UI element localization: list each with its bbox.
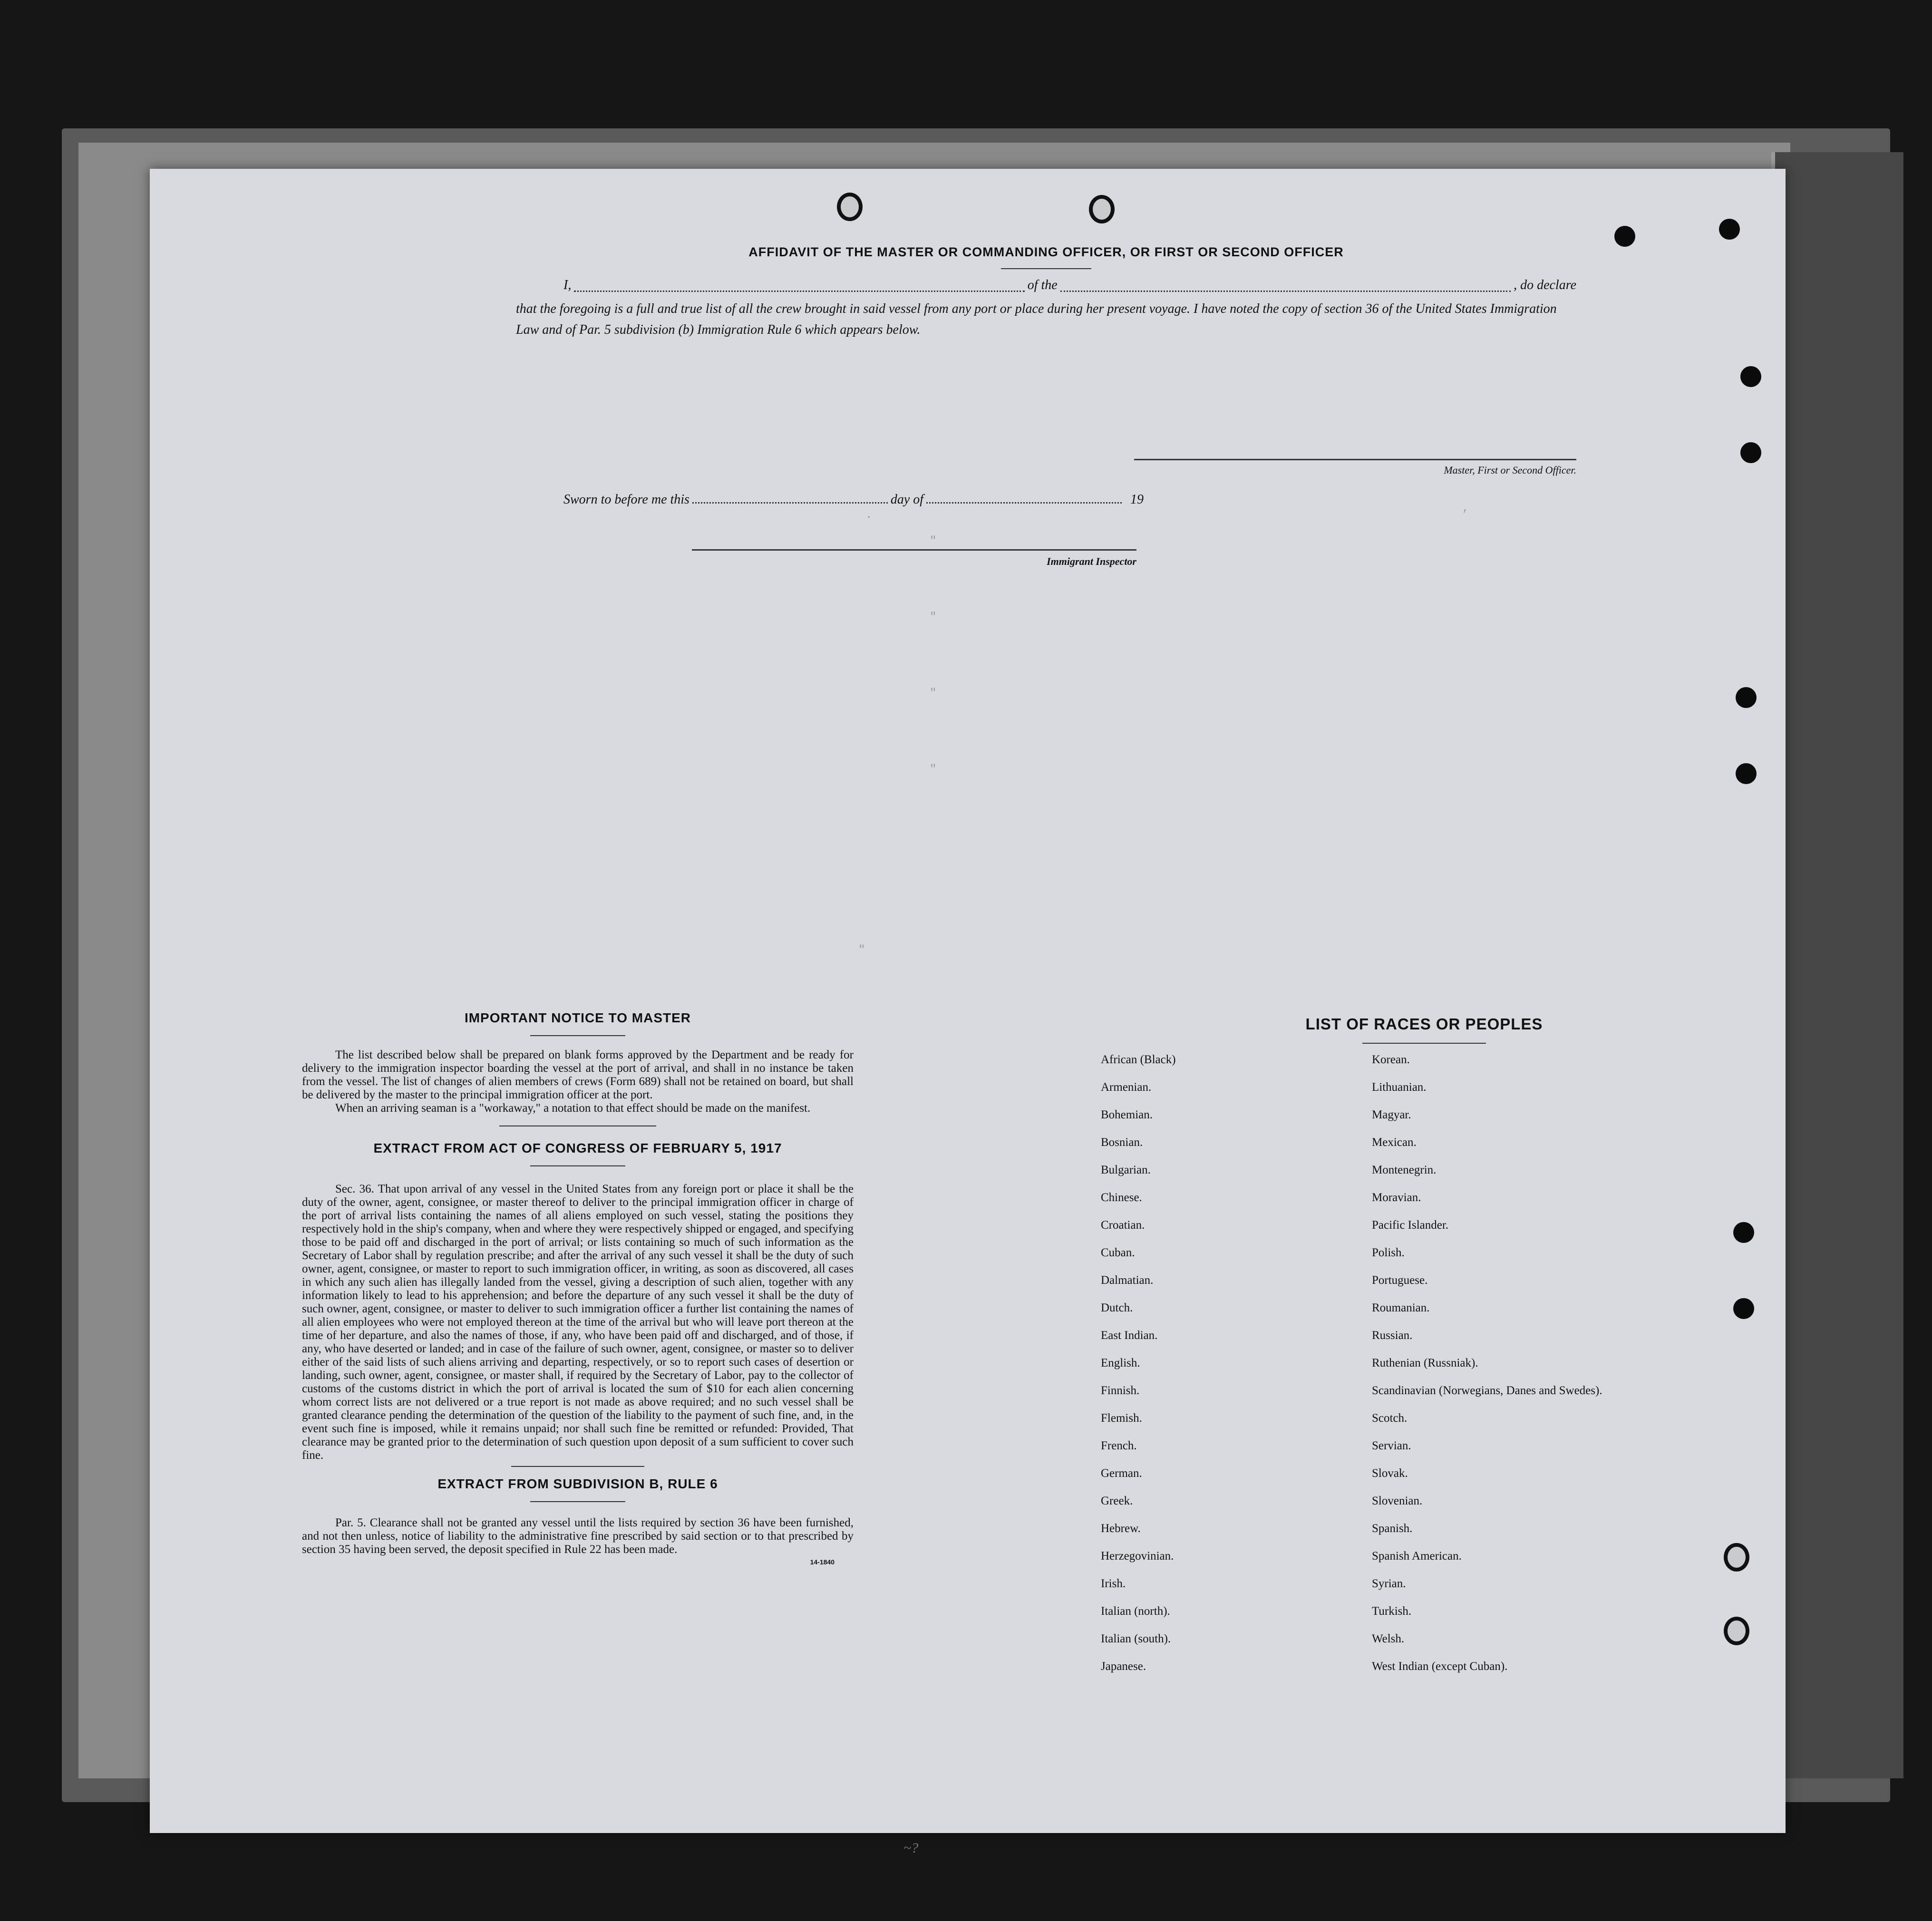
- race-item: Turkish.: [1372, 1605, 1412, 1618]
- punch-hole-icon: [1736, 687, 1757, 708]
- race-item: Bosnian.: [1101, 1136, 1143, 1149]
- race-item: Greek.: [1101, 1494, 1133, 1507]
- sworn-line: [563, 492, 1144, 507]
- race-item: Welsh.: [1372, 1632, 1405, 1645]
- race-item: French.: [1101, 1439, 1137, 1452]
- divider: [1001, 268, 1091, 269]
- race-item: Syrian.: [1372, 1577, 1406, 1590]
- race-item: Montenegrin.: [1372, 1164, 1437, 1176]
- race-item: Chinese.: [1101, 1191, 1142, 1204]
- race-item: Magyar.: [1372, 1108, 1411, 1121]
- race-item: Portuguese.: [1372, 1274, 1428, 1287]
- race-item: Irish.: [1101, 1577, 1126, 1590]
- race-item: Armenian.: [1101, 1081, 1152, 1094]
- act-extract-title: EXTRACT FROM ACT OF CONGRESS OF FEBRUARY 5, 1917: [373, 1141, 782, 1155]
- declarant-prefix: I,: [563, 278, 572, 292]
- bleed-through-mark: ": [858, 944, 865, 957]
- punch-hole-icon: [1719, 219, 1740, 240]
- declarant-name-field: [574, 291, 1024, 292]
- race-item: German.: [1101, 1467, 1142, 1480]
- race-item: Scandinavian (Norwegians, Danes and Swedes).: [1372, 1384, 1602, 1397]
- race-item: Herzegovinian.: [1101, 1550, 1174, 1562]
- manifest-page: [150, 169, 1786, 1833]
- sworn-prefix: Sworn to before me this: [563, 492, 689, 507]
- race-item: Moravian.: [1372, 1191, 1421, 1204]
- race-item: Slovenian.: [1372, 1494, 1423, 1507]
- bleed-through-mark: ,: [1462, 502, 1469, 514]
- notice-paragraph: The list described below shall be prepared on blank forms approved by the Department and be ready for delivery to the immigration inspector boarding the vessel at the port of arrival, and shall in no instance be taken from the vessel. The list of changes of alien members of crews (Form 689) shall not be retained on board, but shall be delivered by the master to the principal immigration officer at the port.: [302, 1048, 854, 1101]
- punch-hole-icon: [1736, 763, 1757, 784]
- divider: [530, 1501, 625, 1502]
- race-item: Spanish.: [1372, 1522, 1413, 1535]
- race-item: Italian (north).: [1101, 1605, 1170, 1618]
- bleed-through-mark: ": [930, 763, 937, 776]
- vessel-name-field: [1060, 291, 1511, 292]
- bleed-through-mark: ": [930, 535, 937, 548]
- bleed-through-mark: .: [865, 509, 873, 522]
- divider: [499, 1125, 656, 1126]
- divider: [511, 1466, 644, 1467]
- punch-hole-icon: [1740, 442, 1761, 463]
- declare-suffix: , do declare: [1514, 278, 1576, 292]
- divider: [1362, 1043, 1486, 1044]
- sworn-year: 19: [1130, 492, 1144, 507]
- sworn-day-of: day of: [890, 492, 924, 507]
- right-binder-flap: [1771, 152, 1903, 1778]
- race-item: Italian (south).: [1101, 1632, 1171, 1645]
- race-item: Mexican.: [1372, 1136, 1417, 1149]
- race-item: Pacific Islander.: [1372, 1219, 1449, 1232]
- race-item: Dutch.: [1101, 1301, 1133, 1314]
- race-item: Scotch.: [1372, 1412, 1408, 1425]
- punch-hole-icon: [1614, 226, 1635, 247]
- affidavit-section: [516, 245, 1576, 567]
- race-item: Roumanian.: [1372, 1301, 1430, 1314]
- punch-hole-icon: [1740, 366, 1761, 387]
- race-item: Cuban.: [1101, 1246, 1135, 1259]
- form-number: 14-1840: [810, 1558, 835, 1566]
- master-signature-block: [1134, 459, 1576, 476]
- race-item: Flemish.: [1101, 1412, 1142, 1425]
- race-item: Croatian.: [1101, 1219, 1145, 1232]
- sworn-day-field: [692, 502, 888, 504]
- affidavit-declaration-line: [516, 275, 1576, 296]
- race-item: Servian.: [1372, 1439, 1411, 1452]
- race-item: Lithuanian.: [1372, 1081, 1427, 1094]
- notice-column: [302, 1010, 854, 1566]
- race-item: English.: [1101, 1357, 1140, 1369]
- section-36-text: Sec. 36. That upon arrival of any vessel in the United States from any foreign port or place it shall be the duty of the owner, agent, consignee, or master thereof to deliver to the principal immigration officer in charge of the port of arrival lists containing the names of all aliens employed on such vessel, stating the positions they respectively hold in the ship's company, when and where they were respectively shipped or engaged, and specifying those to be paid off and discharged in the port of arrival; or lists containing so much of such information as the Secretary of Labor shall by regulation prescribe; and after the arrival of any such vessel it shall be the duty of such owner, agent, consignee, or master to report to such immigration officer, in writing, as soon as discovered, all cases in which any such alien has illegally landed from the vessel, giving a description of such alien, together with any information likely to lead to his apprehension; and before the departure of any such vessel it shall be the duty of such owner, agent, consignee, or master to deliver to such immigration officer a further list containing the names of all alien employees who were not employed thereon at the time of the arrival but who will leave port thereon at the time of her departure, and also the names of those, if any, who have been paid off and discharged, and of those, if any, who have deserted or landed; and in case of the failure of such owner, agent, consignee, or master so to deliver either of the said lists of such aliens arriving and departing, respectively, or so to report such cases of desertion or landing, such owner, agent, consignee, or master shall, if required by the Secretary of Labor, pay to the collector of customs of the customs district in which the port of arrival is located the sum of $10 for each alien concerning whom correct lists are not delivered or a true report is not made as above required; and no such vessel shall be granted clearance pending the determination of the question of the liability to the payment of such fine, and, in the event such fine is imposed, while it remains unpaid; nor shall such fine be remitted or refunded: Provided, That clearance may be granted prior to the determination of such question upon deposit of a sum sufficient to cover such fine.: [302, 1183, 854, 1462]
- punch-hole-icon: [1089, 195, 1115, 223]
- rule-extract-title: EXTRACT FROM SUBDIVISION B, RULE 6: [437, 1476, 718, 1491]
- races-title: LIST OF RACES OR PEOPLES: [1305, 1015, 1543, 1033]
- races-column: [1091, 1015, 1757, 1688]
- affidavit-body: that the foregoing is a full and true list of all the crew brought in said vessel from any port or place during her present voyage. I have noted the copy of section 36 of the United States Immigration Law and of Par. 5 subdivision (b) Immigration Rule 6 which appears below.: [516, 301, 1557, 337]
- bleed-through-mark: ": [930, 611, 937, 624]
- race-item: Hebrew.: [1101, 1522, 1141, 1535]
- affidavit-title: AFFIDAVIT OF THE MASTER OR COMMANDING OFFICER, OR FIRST OR SECOND OFFICER: [748, 245, 1344, 259]
- race-item: Japanese.: [1101, 1660, 1146, 1673]
- vessel-prefix: of the: [1027, 278, 1058, 292]
- race-item: Ruthenian (Russniak).: [1372, 1357, 1478, 1369]
- punch-hole-icon: [837, 193, 863, 221]
- race-item: Bulgarian.: [1101, 1164, 1151, 1176]
- divider: [530, 1035, 625, 1036]
- race-item: Polish.: [1372, 1246, 1405, 1259]
- inspector-caption: Immigrant Inspector: [1047, 555, 1136, 567]
- race-item: East Indian.: [1101, 1329, 1158, 1342]
- race-item: Spanish American.: [1372, 1550, 1462, 1562]
- race-item: Finnish.: [1101, 1384, 1140, 1397]
- race-item: African (Black): [1101, 1053, 1176, 1066]
- race-item: Slovak.: [1372, 1467, 1408, 1480]
- race-item: Russian.: [1372, 1329, 1413, 1342]
- rule-6-text: Par. 5. Clearance shall not be granted any vessel until the lists required by section 36 have been furnished, and not then unless, notice of liability to the administrative fine prescribed by said section or to that prescribed by section 35 having been served, the deposit specified in Rule 22 has been made.: [302, 1516, 854, 1556]
- notice-workaway-paragraph: When an arriving seaman is a "workaway," a notation to that effect should be made on the manifest.: [335, 1102, 811, 1115]
- bleed-through-mark: ": [930, 687, 937, 700]
- inspector-signature-line: [692, 549, 1136, 551]
- signature-caption: Master, First or Second Officer.: [1444, 464, 1576, 476]
- inspector-signature-block: [692, 549, 1136, 568]
- race-item: Korean.: [1372, 1053, 1410, 1066]
- signature-line: [1134, 459, 1576, 460]
- races-list: [1101, 1053, 1757, 1688]
- race-item: Bohemian.: [1101, 1108, 1153, 1121]
- race-item: West Indian (except Cuban).: [1372, 1660, 1508, 1673]
- race-item: Dalmatian.: [1101, 1274, 1154, 1287]
- divider: [530, 1165, 625, 1166]
- notice-title: IMPORTANT NOTICE TO MASTER: [464, 1010, 691, 1025]
- sworn-month-field: [926, 502, 1122, 504]
- handwritten-mark: ~?: [903, 1840, 919, 1856]
